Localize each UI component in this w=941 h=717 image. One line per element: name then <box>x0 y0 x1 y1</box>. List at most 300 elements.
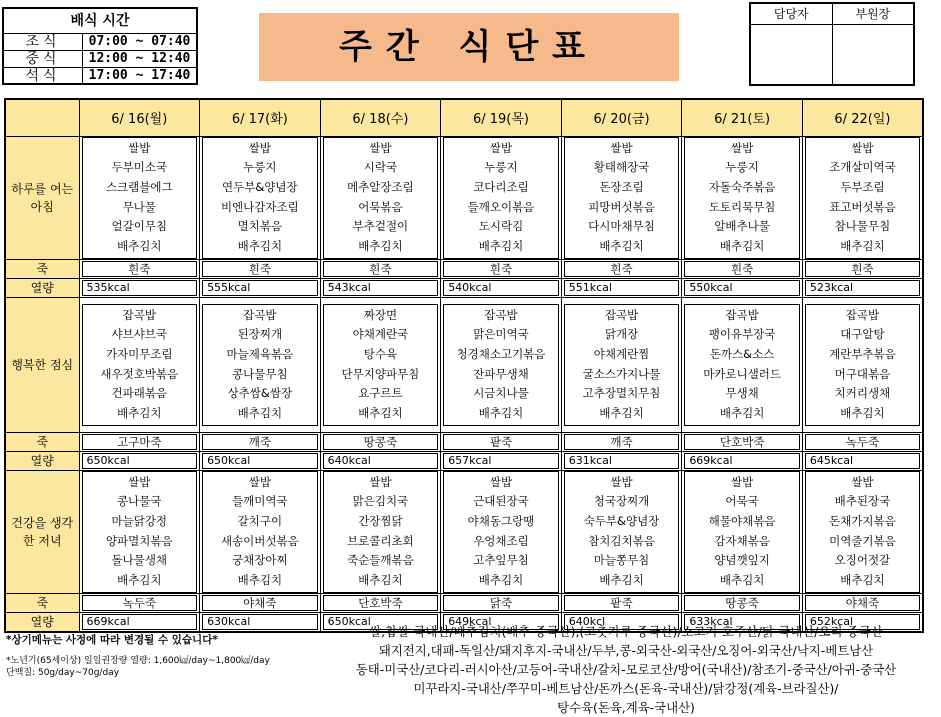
calorie-cell <box>200 278 321 297</box>
menu-item: 배추김치 <box>719 406 765 420</box>
weekly-menu-table <box>4 98 924 633</box>
calorie-value: 555kcal <box>202 280 318 296</box>
porridge-value: 팥죽 <box>443 434 559 450</box>
porridge-cell <box>802 593 923 612</box>
menu-item: 쌀밥 <box>128 474 151 489</box>
menu-item: 쌀밥 <box>369 140 392 155</box>
calorie-cell <box>320 278 441 297</box>
origin-line: 쌀,찹쌀-국내산/배추김치(배추-중국산),(고춧가루-중국산)/소고기-호주산/닭-국내산/오리-중국산 <box>369 624 883 639</box>
lunch-menu-cell <box>561 297 682 432</box>
menu-item: 어묵볶음 <box>358 199 403 214</box>
menu-item: 간장찜닭 <box>358 514 403 528</box>
porridge-label: 죽 <box>5 259 79 278</box>
menu-item: 치커리생채 <box>834 386 891 401</box>
calorie-value: 540kcal <box>443 280 559 296</box>
porridge-cell <box>561 259 682 278</box>
calorie-value: 645kcal <box>805 453 920 469</box>
porridge-label: 죽 <box>5 593 79 612</box>
menu-items <box>805 304 920 426</box>
menu-row <box>5 99 923 136</box>
porridge-cell <box>200 593 321 612</box>
menu-item: 잡곡밥 <box>845 307 880 322</box>
menu-items <box>323 304 439 426</box>
menu-item: 대구알탕 <box>840 327 885 342</box>
porridge-value: 녹두죽 <box>805 434 920 450</box>
menu-items <box>443 304 559 426</box>
serving-row-lunch <box>4 51 196 68</box>
corner-cell <box>5 99 79 136</box>
menu-item: 콩나물무침 <box>232 366 288 381</box>
menu-item: 배추김치 <box>719 573 765 588</box>
breakfast-menu-cell <box>682 136 803 259</box>
menu-item: 시락국 <box>363 160 398 175</box>
menu-item: 마늘닭강정 <box>111 514 168 528</box>
menu-item: 어묵국 <box>725 494 759 509</box>
menu-item: 코다리조림 <box>473 179 529 194</box>
dinner-label: 건강을 생각한 저녁 <box>5 470 79 593</box>
menu-item: 쌀밥 <box>489 474 513 489</box>
porridge-label: 죽 <box>5 432 79 451</box>
breakfast-menu-cell <box>802 136 923 259</box>
porridge-cell <box>682 432 803 451</box>
menu-item: 조개살미역국 <box>829 160 896 175</box>
menu-item: 짜장면 <box>363 307 398 322</box>
calorie-cell <box>802 278 923 297</box>
calorie-value: 652kcal <box>805 614 920 630</box>
menu-item: 우엉채조림 <box>473 533 529 548</box>
breakfast-label: 하루를 여는 아침 <box>5 136 79 259</box>
calorie-cell <box>200 451 321 470</box>
menu-items <box>323 137 439 259</box>
menu-item: 감자채볶음 <box>714 533 770 548</box>
menu-item: 배추김치 <box>358 573 403 588</box>
dinner-menu-cell <box>561 470 682 593</box>
porridge-value: 녹두죽 <box>82 595 198 611</box>
menu-item: 잡곡밥 <box>484 307 518 322</box>
serving-row-breakfast <box>4 34 196 51</box>
date-header: 6/ 19(목) <box>441 99 562 136</box>
menu-item: 배추김치 <box>599 406 644 420</box>
menu-items <box>82 137 198 259</box>
calorie-recommendation-note: *노년기(65세이상) 일일권장량 열량: 1,600㎉/day~1,800㎉/day <box>6 656 270 666</box>
dinner-menu-cell <box>200 470 321 593</box>
calorie-value: 640kcl <box>564 614 680 630</box>
menu-item: 배추된장국 <box>834 494 891 509</box>
menu-item: 야채계란찜 <box>593 346 650 361</box>
dinner-menu-cell <box>320 470 441 593</box>
menu-items <box>443 137 559 259</box>
calorie-value: 669kcal <box>684 453 800 469</box>
menu-item: 미역줄기볶음 <box>829 533 896 548</box>
menu-item: 누룽지 <box>484 160 518 175</box>
menu-item: 마카로니샐러드 <box>703 366 781 381</box>
dinner-menu-cell <box>802 470 923 593</box>
menu-item: 쌀밥 <box>851 140 874 155</box>
serving-row-dinner <box>4 68 196 84</box>
dinner-menu-cell <box>682 470 803 593</box>
calorie-cell <box>320 451 441 470</box>
sign-label-manager: 담당자 <box>751 4 832 25</box>
calorie-cell <box>561 278 682 297</box>
menu-item: 쌀밥 <box>248 140 271 155</box>
porridge-value: 흰죽 <box>684 261 800 277</box>
calorie-value: 650kcal <box>202 453 318 469</box>
menu-item: 배추김치 <box>840 573 885 588</box>
serving-meal-time: 17:00 ~ 17:40 <box>88 68 191 83</box>
sign-label-vice-director: 부원장 <box>833 4 914 25</box>
menu-items <box>805 471 920 593</box>
menu-item: 배추김치 <box>237 406 283 420</box>
menu-row <box>5 278 923 297</box>
menu-items <box>684 304 800 426</box>
menu-item: 새우젓호박볶음 <box>100 366 179 381</box>
menu-item: 참치김치볶음 <box>588 533 655 548</box>
menu-item: 근대된장국 <box>473 494 529 509</box>
menu-item: 자돌숙주볶음 <box>708 179 776 194</box>
porridge-cell <box>441 432 562 451</box>
porridge-cell <box>682 259 803 278</box>
breakfast-menu-cell <box>200 136 321 259</box>
porridge-value: 팥죽 <box>564 595 680 611</box>
origin-line: 미꾸라지-국내산/쭈꾸미-베트남산/돈까스(돈육-국내산)/닭강정(계육-브라질산)/ <box>413 681 839 696</box>
menu-item: 배추김치 <box>840 406 885 420</box>
porridge-value: 야채죽 <box>805 595 920 611</box>
menu-items <box>564 304 680 426</box>
origin-line: 탕수육(돈육,계육-국내산) <box>557 700 695 715</box>
menu-item: 건파래볶음 <box>111 386 168 401</box>
page-title: 주간 식단표 <box>259 13 679 81</box>
menu-item: 도시락김 <box>478 219 524 234</box>
approval-sign-box <box>749 2 915 86</box>
menu-item: 고추잎무침 <box>473 553 529 568</box>
menu-item: 배추김치 <box>117 406 162 420</box>
menu-item: 쌀밥 <box>128 140 151 155</box>
menu-item: 요구르트 <box>358 386 403 401</box>
menu-item: 쌀밥 <box>248 474 271 489</box>
calorie-value: 535kcal <box>82 280 198 296</box>
menu-row <box>5 451 923 470</box>
menu-item: 쌀밥 <box>610 474 633 489</box>
menu-item: 배추김치 <box>599 573 644 588</box>
menu-item: 잡곡밥 <box>725 307 759 322</box>
menu-item: 도토리묵무침 <box>708 199 776 214</box>
menu-item: 맑은김치국 <box>352 494 409 509</box>
menu-change-note: *상기메뉴는 사정에 따라 변경될 수 있습니다* <box>6 634 218 646</box>
lunch-menu-cell <box>682 297 803 432</box>
date-header: 6/ 16(월) <box>79 99 200 136</box>
menu-item: 상추쌈&쌈장 <box>227 386 293 401</box>
porridge-value: 닭죽 <box>443 595 559 611</box>
calorie-cell <box>561 451 682 470</box>
origin-line: 동태-미국산/코다리-러시아산/고등어-국내산/갈치-모로코산/방어(국내산)/참조기-중국산/아귀-중국산 <box>355 662 897 677</box>
porridge-cell <box>79 259 200 278</box>
porridge-value: 흰죽 <box>564 261 680 277</box>
menu-item: 누룽지 <box>725 160 759 175</box>
porridge-cell <box>561 432 682 451</box>
calorie-label: 열량 <box>5 612 79 632</box>
menu-item: 잡곡밥 <box>243 307 277 322</box>
calorie-cell <box>79 451 200 470</box>
menu-item: 표고버섯볶음 <box>829 199 896 214</box>
porridge-cell <box>200 432 321 451</box>
menu-item: 닭개장 <box>604 327 639 342</box>
menu-item: 쌀밥 <box>489 140 513 155</box>
serving-time-box <box>2 7 198 85</box>
menu-item: 야채계란국 <box>352 327 409 342</box>
menu-items <box>82 304 198 426</box>
calorie-cell <box>441 278 562 297</box>
sign-column-vice-director <box>832 4 914 84</box>
serving-meal-name: 석식 <box>4 68 83 84</box>
breakfast-menu-cell <box>79 136 200 259</box>
menu-item: 배추김치 <box>117 573 162 588</box>
menu-item: 궁채장아찌 <box>232 553 288 568</box>
menu-items <box>684 137 800 259</box>
porridge-value: 흰죽 <box>805 261 920 277</box>
calorie-cell <box>682 278 803 297</box>
dinner-menu-cell <box>441 470 562 593</box>
porridge-value: 깨죽 <box>202 434 318 450</box>
menu-item: 머구대볶음 <box>834 366 891 381</box>
porridge-cell <box>320 432 441 451</box>
porridge-cell <box>320 593 441 612</box>
date-header: 6/ 18(수) <box>320 99 441 136</box>
menu-item: 황태해장국 <box>593 160 650 175</box>
menu-row <box>5 470 923 593</box>
menu-item: 피망버섯볶음 <box>588 199 655 214</box>
lunch-label: 행복한 점심 <box>5 297 79 432</box>
menu-item: 고추장멸치무침 <box>582 386 661 401</box>
menu-item: 잔파무생채 <box>473 366 529 381</box>
menu-item: 부추겉절이 <box>352 219 409 234</box>
menu-item: 두부미소국 <box>111 160 168 175</box>
calorie-cell <box>79 612 200 632</box>
menu-item: 야채동그랑땡 <box>467 514 535 528</box>
origin-line: 돼지전지,대패-독일산/돼지후지-국내산/두부,콩-외국산-외국산/오징어-외국산/낙지-베트남산 <box>378 643 874 658</box>
calorie-value: 551kcal <box>564 280 680 296</box>
menu-item: 단무지양파무침 <box>341 366 420 381</box>
porridge-value: 흰죽 <box>202 261 318 277</box>
porridge-cell <box>561 593 682 612</box>
date-header: 6/ 20(금) <box>561 99 682 136</box>
porridge-cell <box>802 432 923 451</box>
date-header: 6/ 17(화) <box>200 99 321 136</box>
menu-item: 갈치구이 <box>237 514 283 528</box>
menu-item: 팽이유부장국 <box>708 327 776 342</box>
breakfast-menu-cell <box>561 136 682 259</box>
lunch-menu-cell <box>79 297 200 432</box>
lunch-menu-cell <box>441 297 562 432</box>
calorie-value: 649kcal <box>443 614 559 630</box>
menu-item: 시금치나물 <box>473 386 529 401</box>
porridge-cell <box>79 593 200 612</box>
menu-item: 참나물무침 <box>834 219 891 234</box>
menu-items <box>202 137 318 259</box>
menu-item: 두부조림 <box>840 179 885 194</box>
sign-column-manager <box>751 4 832 84</box>
porridge-value: 단호박죽 <box>684 434 800 450</box>
menu-item: 배추김치 <box>117 238 162 253</box>
menu-item: 배추김치 <box>358 238 403 253</box>
porridge-cell <box>682 593 803 612</box>
porridge-value: 땅콩죽 <box>323 434 439 450</box>
menu-items <box>564 471 680 593</box>
menu-item: 콩나물국 <box>117 494 162 509</box>
calorie-value: 669kcal <box>82 614 198 630</box>
porridge-value: 깨죽 <box>564 434 680 450</box>
calorie-cell <box>441 451 562 470</box>
menu-item: 배추김치 <box>478 573 524 588</box>
menu-items <box>202 471 318 593</box>
calorie-value: 630kcal <box>202 614 318 630</box>
menu-item: 돈채가지볶음 <box>829 514 896 528</box>
porridge-value: 흰죽 <box>443 261 559 277</box>
menu-item: 된장찌개 <box>237 327 283 342</box>
serving-meal-name: 중식 <box>4 51 83 67</box>
menu-item: 마늘제육볶음 <box>226 346 294 361</box>
serving-time-title: 배식 시간 <box>4 9 196 34</box>
serving-meal-name: 조식 <box>4 34 83 50</box>
date-header: 6/ 22(일) <box>802 99 923 136</box>
menu-item: 들깨미역국 <box>232 494 288 509</box>
porridge-value: 단호박죽 <box>323 595 439 611</box>
menu-item: 누룽지 <box>243 160 277 175</box>
menu-items <box>564 137 680 259</box>
menu-item: 쌀밥 <box>730 474 754 489</box>
menu-item: 무생채 <box>725 386 759 401</box>
menu-item: 잡곡밥 <box>122 307 156 322</box>
calorie-label: 열량 <box>5 451 79 470</box>
calorie-value: 523kcal <box>805 280 920 296</box>
menu-item: 쌀밥 <box>851 474 874 489</box>
calorie-value: 633kcal <box>684 614 800 630</box>
menu-item: 가자미무조림 <box>105 346 173 361</box>
breakfast-menu-cell <box>441 136 562 259</box>
notes <box>6 632 326 679</box>
menu-item: 청국장찌개 <box>593 494 650 509</box>
menu-item: 샤브샤브국 <box>111 327 168 342</box>
serving-meal-time: 07:00 ~ 07:40 <box>88 34 191 49</box>
menu-item: 숙두부&양념장 <box>583 514 660 528</box>
menu-item: 다시마채무침 <box>588 219 655 234</box>
menu-item: 죽순들깨볶음 <box>347 553 414 568</box>
menu-row <box>5 136 923 259</box>
menu-item: 브로콜리초회 <box>347 533 414 548</box>
menu-item: 해물야채볶음 <box>708 514 776 528</box>
menu-item: 양념깻잎지 <box>714 553 770 568</box>
menu-items <box>684 471 800 593</box>
date-header: 6/ 21(토) <box>682 99 803 136</box>
menu-row <box>5 593 923 612</box>
calorie-value: 657kcal <box>443 453 559 469</box>
menu-row <box>5 259 923 278</box>
calorie-value: 631kcal <box>564 453 680 469</box>
menu-item: 배추김치 <box>478 238 524 253</box>
menu-item: 배추김치 <box>599 238 644 253</box>
menu-item: 마늘쫑무침 <box>593 553 650 568</box>
porridge-value: 야채죽 <box>202 595 318 611</box>
calorie-value: 640kcal <box>323 453 439 469</box>
porridge-value: 고구마죽 <box>82 434 198 450</box>
menu-item: 스크램블에그 <box>105 179 173 194</box>
menu-item: 새송이버섯볶음 <box>220 533 299 548</box>
lunch-menu-cell <box>802 297 923 432</box>
menu-item: 쌀밥 <box>369 474 392 489</box>
menu-item: 무나물 <box>122 199 156 214</box>
dinner-menu-cell <box>79 470 200 593</box>
porridge-cell <box>441 593 562 612</box>
menu-item: 배추김치 <box>840 238 885 253</box>
porridge-cell <box>441 259 562 278</box>
breakfast-menu-cell <box>320 136 441 259</box>
menu-item: 굴소스가지나물 <box>582 366 661 381</box>
porridge-cell <box>200 259 321 278</box>
menu-row <box>5 297 923 432</box>
menu-item: 계란부추볶음 <box>829 346 896 361</box>
origin-info <box>326 622 926 717</box>
menu-items <box>82 471 198 593</box>
calorie-cell <box>79 278 200 297</box>
menu-item: 돈장조림 <box>599 179 644 194</box>
menu-item: 청경채소고기볶음 <box>456 346 546 361</box>
menu-item: 배추김치 <box>719 238 765 253</box>
lunch-menu-cell <box>200 297 321 432</box>
menu-item: 오징어젓갈 <box>834 553 891 568</box>
porridge-value: 땅콩죽 <box>684 595 800 611</box>
menu-item: 얼갈이무침 <box>111 219 168 234</box>
menu-item: 배추김치 <box>237 238 283 253</box>
calorie-cell <box>200 612 321 632</box>
porridge-cell <box>320 259 441 278</box>
menu-items <box>805 137 920 259</box>
menu-items <box>202 304 318 426</box>
menu-item: 쌀밥 <box>610 140 633 155</box>
menu-item: 배추김치 <box>237 573 283 588</box>
calorie-value: 550kcal <box>684 280 800 296</box>
menu-item: 맑은미역국 <box>473 327 529 342</box>
menu-items <box>443 471 559 593</box>
menu-item: 탕수육 <box>363 346 398 361</box>
calorie-cell <box>802 451 923 470</box>
calorie-value: 650kcal <box>323 614 439 630</box>
porridge-value: 흰죽 <box>323 261 439 277</box>
menu-item: 비엔나감자조림 <box>220 199 299 214</box>
menu-item: 알배추나물 <box>714 219 770 234</box>
menu-items <box>323 471 439 593</box>
calorie-cell <box>682 451 803 470</box>
porridge-value: 흰죽 <box>82 261 198 277</box>
porridge-cell <box>802 259 923 278</box>
menu-item: 배추김치 <box>478 406 524 420</box>
menu-item: 멸치볶음 <box>237 219 283 234</box>
serving-meal-time: 12:00 ~ 12:40 <box>88 51 191 66</box>
menu-item: 배추김치 <box>358 406 403 420</box>
menu-item: 돌나물생채 <box>111 553 168 568</box>
menu-item: 연두부&양념장 <box>222 179 298 194</box>
porridge-cell <box>79 432 200 451</box>
lunch-menu-cell <box>320 297 441 432</box>
calorie-label: 열량 <box>5 278 79 297</box>
menu-item: 양파멸치볶음 <box>105 533 173 548</box>
menu-item: 메추알장조림 <box>347 179 414 194</box>
menu-item: 쌀밥 <box>730 140 754 155</box>
calorie-value: 543kcal <box>323 280 439 296</box>
menu-row <box>5 432 923 451</box>
protein-recommendation-note: 단백질: 50g/day~70g/day <box>6 668 120 678</box>
menu-item: 잡곡밥 <box>604 307 639 322</box>
menu-item: 돈까스&소스 <box>709 346 775 361</box>
menu-item: 들깨오이볶음 <box>467 199 535 214</box>
